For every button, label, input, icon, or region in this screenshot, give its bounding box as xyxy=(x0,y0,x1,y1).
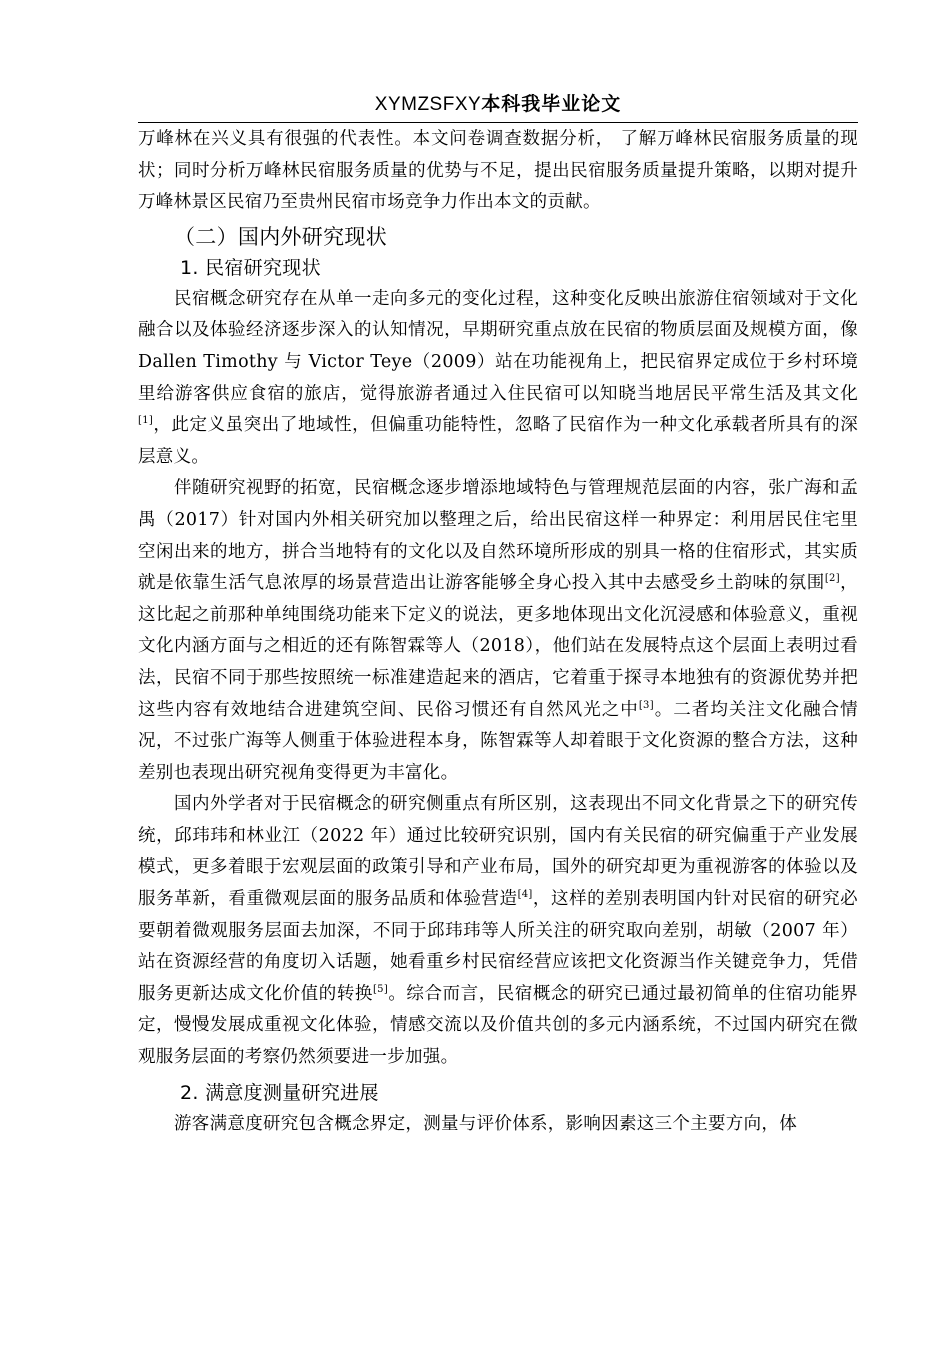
citation-3: [3] xyxy=(638,699,654,711)
section-heading: （二）国内外研究现状 xyxy=(174,224,387,249)
paragraph-2: 伴随研究视野的拓宽，民宿概念逐步增添地域特色与管理规范层面的内容，张广海和孟禺（2017）针对国内外相关研究加以整理之后，给出民宿这样一种界定：利用居民住宅里空闲出来的地方，拼合当地特有的文化以及自然环境所形成的别具一格的住宿形式，其实质就是依靠生活气息浓厚的场景营造出让游客能够全身心投入其中去感受乡土韵味的氛围[2]，这比起之前那种单纯围绕功能来下定义的说法，更多地体现出文化沉浸感和体验意义，重视文化内涵方面与之相近的还有陈智霖等人（2018），他们站在发展特点这个层面上表明过看法，民宿不同于那些按照统一标准建造起来的酒店，它着重于探寻本地独有的资源优势并把这些内容有效地结合进建筑空间、民俗习惯还有自然风光之中[3]。二者均关注文化融合情况，不过张广海等人侧重于体验进程本身，陈智霖等人却着眼于文化资源的整合方法，这种差别也表现出研究视角变得更为丰富化。 xyxy=(138,478,858,783)
subsection-heading-1: 1. 民宿研究现状 xyxy=(180,256,321,279)
header-title: 本科我毕业论文 xyxy=(481,94,622,115)
header-latin: XYMZSFXY xyxy=(374,94,482,115)
citation-5: [5] xyxy=(372,984,389,996)
subsection-heading-2: 2. 满意度测量研究进展 xyxy=(180,1081,379,1104)
citation-1: [1] xyxy=(138,415,154,427)
paragraph-continuation: 万峰林在兴义具有很强的代表性。本文问卷调查数据分析， 了解万峰林民宿服务质量的现状；同时分析万峰林民宿服务质量的优势与不足，提出民宿服务质量提升策略，以期对提升万峰林景区民宿乃至贵州民宿市场竞争力作出本文的贡献。 xyxy=(138,129,858,213)
paragraph-4: 游客满意度研究包含概念界定，测量与评价体系，影响因素这三个主要方向，体 xyxy=(174,1113,797,1134)
header-rule xyxy=(138,122,858,123)
paragraph-3: 国内外学者对于民宿概念的研究侧重点有所区别，这表现出不同文化背景之下的研究传统，邱玮玮和林业江（2022 年）通过比较研究识别，国内有关民宿的研究偏重于产业发展模式，更多着眼于宏观层面的政策引导和产业布局，国外的研究却更为重视游客的体验以及服务革新，看重微观层面的服务品质和体验营造[4]，这样的差别表明国内针对民宿的研究必要朝着微观服务层面去加深，不同于邱玮玮等人所关注的研究取向差别，胡敏（2007 年）站在资源经营的角度切入话题，她看重乡村民宿经营应该把文化资源当作关键竞争力，凭借服务更新达成文化价值的转换[5]。综合而言，民宿概念的研究已通过最初简单的住宿功能界定，慢慢发展成重视文化体验，情感交流以及价值共创的多元内涵系统，不过国内研究在微观服务层面的考察仍然须要进一步加强。 xyxy=(138,794,858,1068)
page-header xyxy=(138,92,858,118)
citation-2: [2] xyxy=(824,573,840,585)
citation-4: [4] xyxy=(517,889,533,901)
body-text xyxy=(138,124,858,1140)
paragraph-1: 民宿概念研究存在从单一走向多元的变化过程，这种变化反映出旅游住宿领域对于文化融合以及体验经济逐步深入的认知情况，早期研究重点放在民宿的物质层面及规模方面，像 Dallen Timothy 与 Victor Teye（2009）站在功能视角上，把民宿界定成位于乡村环境里给游客供应食宿的旅店，觉得旅游者通过入住民宿可以知晓当地居民平常生活及其文化[1]，此定义虽突出了地域性，但偏重功能特性，忽略了民宿作为一种文化承载者所具有的深层意义。 xyxy=(138,288,858,467)
